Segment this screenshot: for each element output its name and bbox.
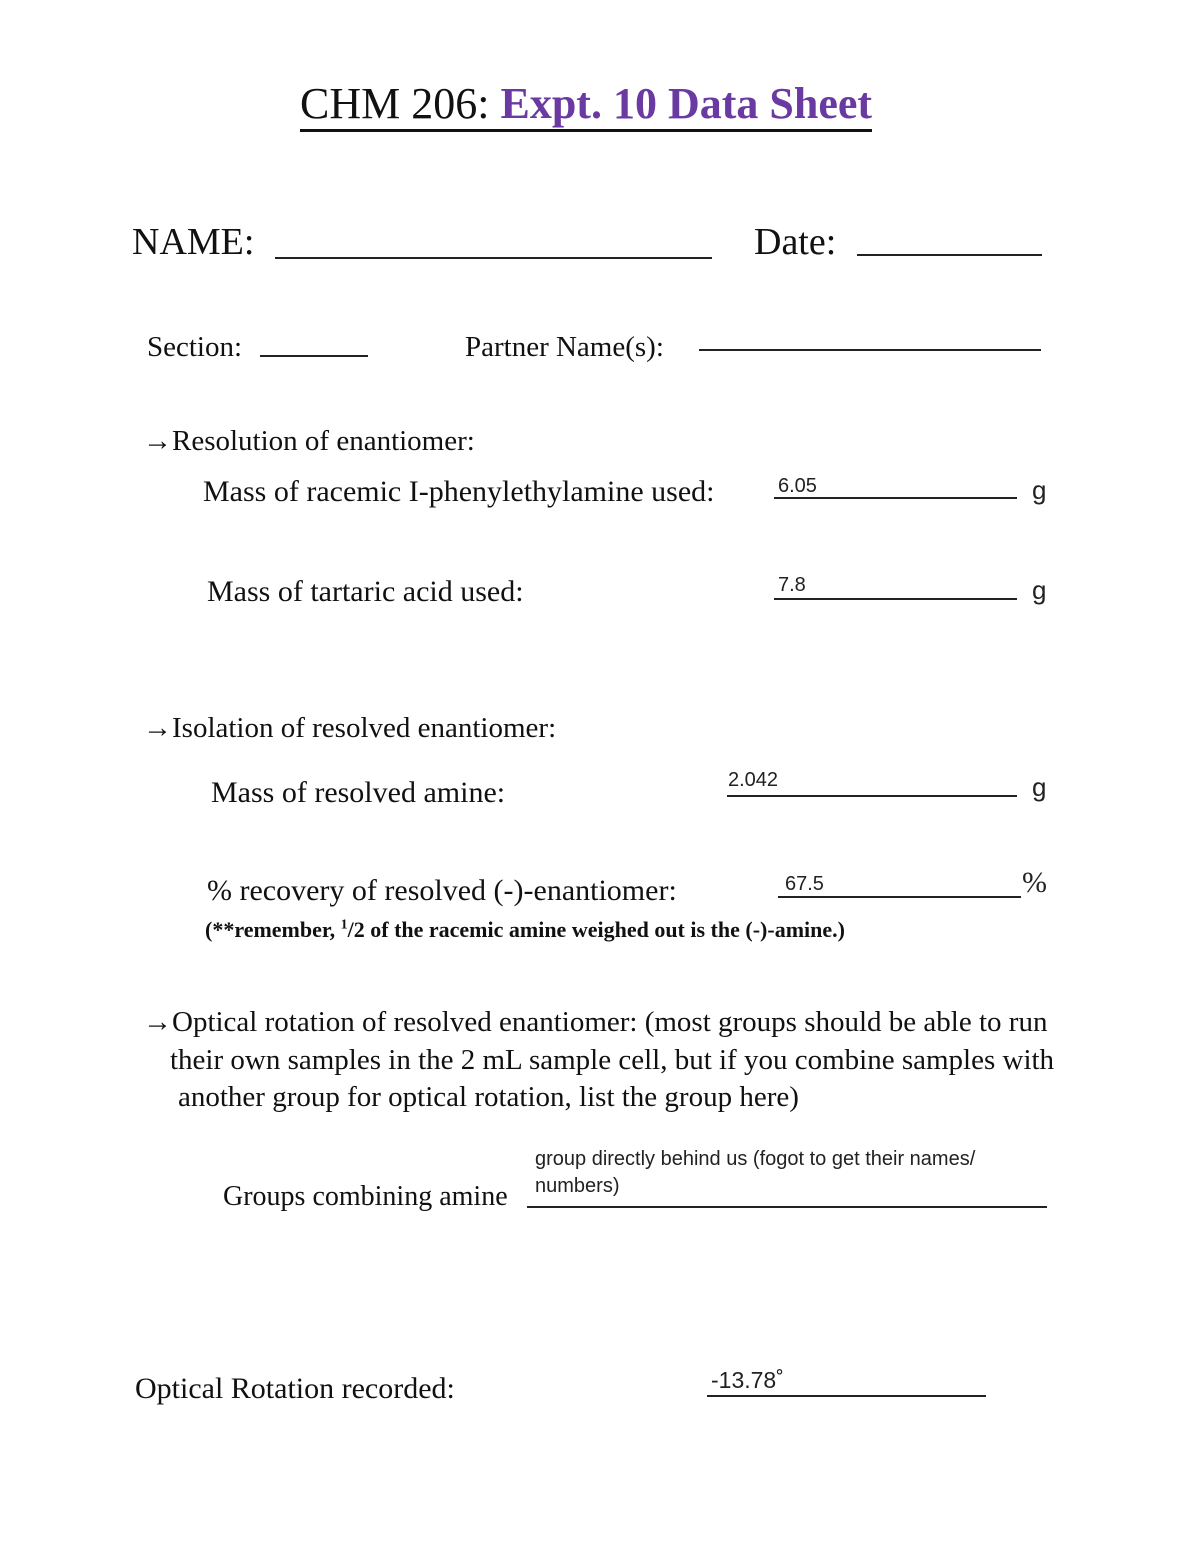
resolved-amine-unit: g (1032, 772, 1047, 802)
tartaric-mass-unit: g (1032, 575, 1047, 605)
resolution-heading: →Resolution of enantiomer: (143, 425, 475, 457)
optical-rotation-field[interactable] (707, 1395, 986, 1397)
recovery-value: 67.5 (785, 873, 824, 895)
groups-value-line1: group directly behind us (fogot to get their names/ (535, 1148, 976, 1170)
date-field[interactable] (857, 254, 1042, 256)
recovery-note: (**remember, $^1$/2 of the racemic amine weighed out is the (-)-amine.) (205, 917, 845, 942)
page-title (300, 78, 872, 129)
recovery-label: % recovery of resolved (-)-enantiomer: (207, 874, 677, 907)
resolved-amine-value: 2.042 (728, 769, 779, 791)
racemic-mass-value: 6.05 (778, 475, 817, 497)
tartaric-mass-field[interactable] (774, 598, 1017, 600)
optical-paragraph-line2: their own samples in the 2 mL sample cell, but if you combine samples with (170, 1044, 1055, 1076)
section-field[interactable] (260, 355, 368, 357)
racemic-mass-label: Mass of racemic I-phenylethylamine used: (203, 475, 715, 508)
racemic-mass-field[interactable] (774, 497, 1017, 499)
name-label: NAME: (132, 221, 255, 263)
optical-paragraph-line3: another group for optical rotation, list the group here) (178, 1081, 799, 1113)
recovery-field[interactable] (778, 896, 1021, 898)
course-code: CHM 206: (300, 79, 490, 128)
groups-combining-field[interactable] (527, 1206, 1047, 1208)
optical-rotation-label: Optical Rotation recorded: (135, 1372, 455, 1405)
section-label: Section: (147, 331, 243, 363)
recovery-unit: % (1022, 866, 1047, 899)
name-field[interactable] (275, 257, 712, 259)
resolved-amine-field[interactable] (727, 795, 1017, 797)
racemic-mass-unit: g (1032, 475, 1047, 505)
date-label: Date: (754, 221, 837, 263)
isolation-heading: →Isolation of resolved enantiomer: (143, 712, 557, 744)
tartaric-mass-value: 7.8 (778, 574, 806, 596)
optical-paragraph-line1: →Optical rotation of resolved enantiomer: (most groups should be able to run (143, 1006, 1048, 1038)
partner-field[interactable] (699, 349, 1041, 351)
resolved-amine-label: Mass of resolved amine: (211, 776, 506, 809)
groups-combining-label: Groups combining amine (223, 1181, 508, 1212)
optical-rotation-value: -13.78˚ (711, 1367, 784, 1393)
groups-value-line2: numbers) (535, 1175, 620, 1197)
partner-label: Partner Name(s): (465, 331, 664, 363)
tartaric-mass-label: Mass of tartaric acid used: (207, 575, 524, 608)
experiment-title: Expt. 10 Data Sheet (500, 79, 873, 128)
